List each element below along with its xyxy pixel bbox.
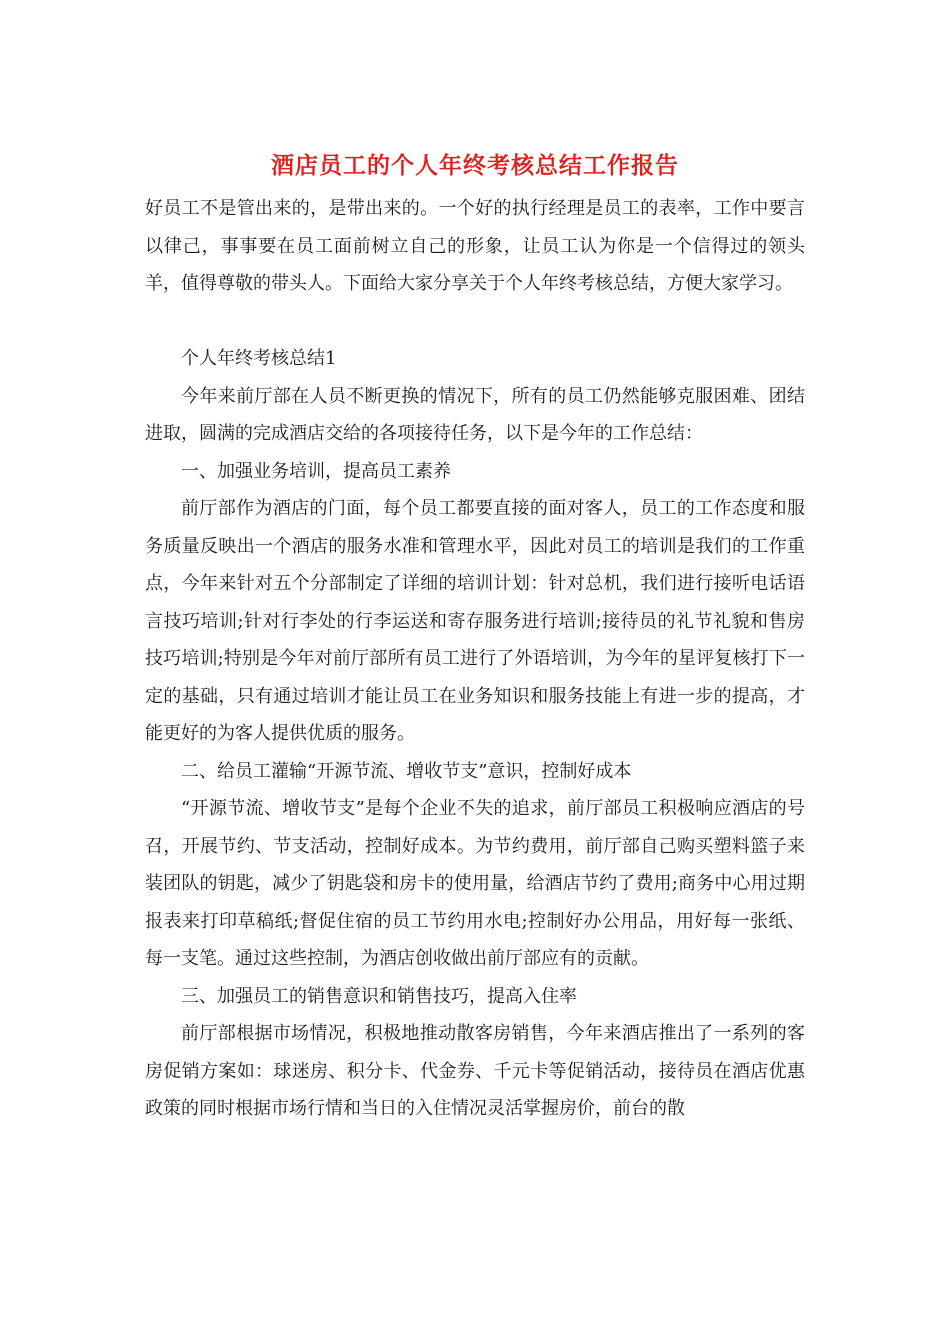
document-body [145,190,805,1128]
body-paragraph: 前厅部作为酒店的门面，每个员工都要直接的面对客人，员工的工作态度和服务质量反映出一个酒店的服务水准和管理水平，因此对员工的培训是我们的工作重点，今年来针对五个分部制定了详细的培训计划：针对总机，我们进行接听电话语言技巧培训;针对行李处的行李运送和寄存服务进行培训;接待员的礼节礼貌和售房技巧培训;特别是今年对前厅部所有员工进行了外语培训，为今年的星评复核打下一定的基础，只有通过培训才能让员工在业务知识和服务技能上有进一步的提高，才能更好的为客人提供优质的服务。 [145,498,805,744]
body-paragraph: 今年来前厅部在人员不断更换的情况下，所有的员工仍然能够克服困难、团结进取，圆满的完成酒店交给的各项接待任务，以下是今年的工作总结： [145,385,805,444]
section-heading: 个人年终考核总结1 [181,348,337,369]
body-paragraph: “开源节流、增收节支”是每个企业不失的追求，前厅部员工积极响应酒店的号召，开展节约、节支活动，控制好成本。为节约费用，前厅部自己购买塑料篮子来装团队的钥匙，减少了钥匙袋和房卡的使用量，给酒店节约了费用;商务中心用过期报表来打印草稿纸;督促住宿的员工节约用水电;控制好办公用品，用好每一张纸、每一支笔。通过这些控制，为酒店创收做出前厅部应有的贡献。 [145,798,805,969]
subsection-heading: 一、加强业务培训，提高员工素养 [181,460,451,482]
document-title: 酒店员工的个人年终考核总结工作报告 [271,152,679,179]
intro-paragraph: 好员工不是管出来的，是带出来的。一个好的执行经理是员工的表率，工作中要言以律己，事事要在员工面前树立自己的形象，让员工认为你是一个信得过的领头羊，值得尊敬的带头人。下面给大家分享关于个人年终考核总结，方便大家学习。 [145,198,805,294]
paragraph-spacer [145,303,805,341]
subsection-heading: 三、加强员工的销售意识和销售技巧，提高入住率 [181,985,577,1007]
body-paragraph: 前厅部根据市场情况，积极地推动散客房销售，今年来酒店推出了一系列的客房促销方案如：球迷房、积分卡、代金券、千元卡等促销活动，接待员在酒店优惠政策的同时根据市场行情和当日的入住情况灵活掌握房价，前台的散 [145,1023,805,1119]
subsection-heading: 二、给员工灌输“开源节流、增收节支”意识，控制好成本 [181,760,632,782]
